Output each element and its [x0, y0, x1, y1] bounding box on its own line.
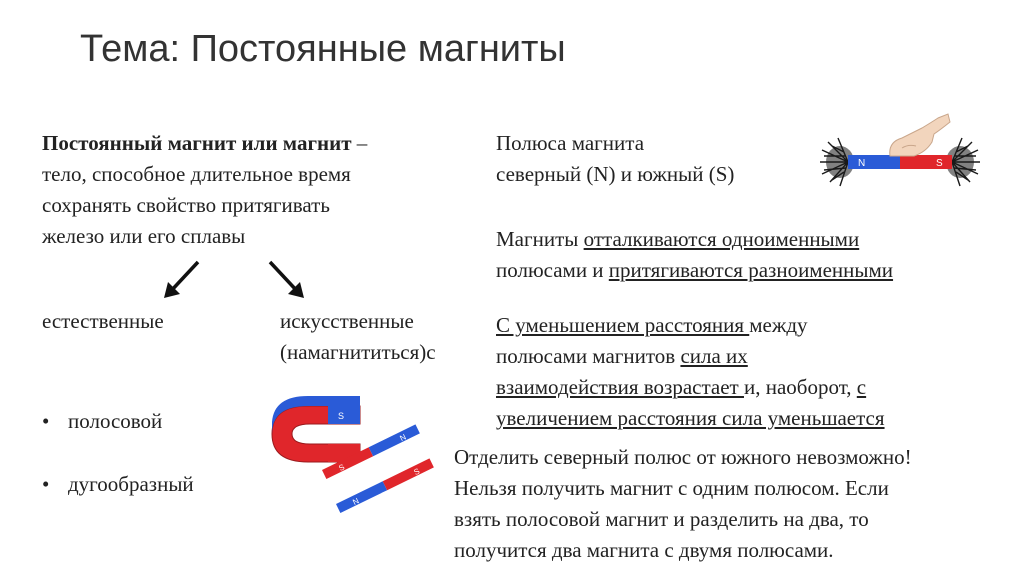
north-pole-bar [848, 155, 900, 169]
interaction-attract: притягиваются разноименными [608, 258, 894, 282]
type-artificial [280, 306, 436, 368]
distance-l2b: сила их [680, 344, 748, 368]
distance-l3b: и, наоборот, [743, 375, 857, 399]
interaction-repel: отталкиваются одноименными [583, 227, 860, 251]
list-item [42, 406, 162, 437]
distance-text [496, 310, 885, 434]
bullet-icon: • [42, 409, 50, 433]
distance-l1a: С уменьшением расстояния [496, 313, 750, 337]
distance-line-2 [496, 341, 885, 372]
interaction-l1a: Магниты [496, 227, 584, 251]
definition-line-1 [42, 128, 367, 159]
definition-term: Постоянный магнит или магнит [42, 131, 352, 155]
definition-dash: – [351, 131, 368, 155]
shape-horseshoe: дугообразный [68, 472, 194, 496]
south-pole-bar [900, 155, 952, 169]
pole-n-label: N [858, 158, 866, 169]
shape-bar: полосовой [68, 409, 163, 433]
distance-line-3 [496, 372, 885, 403]
hand-icon [890, 114, 950, 156]
svg-text:N: N [398, 432, 408, 444]
svg-text:S: S [337, 462, 347, 473]
arrow-right-icon [264, 258, 308, 302]
horseshoe-magnet-icon [272, 396, 360, 462]
definition-line-4: железо или его сплавы [42, 224, 246, 248]
conclusion-line-2: Нельзя получить магнит с одним полюсом. Если [454, 476, 889, 500]
type-artificial-line-2: (намагнититься)с [280, 340, 436, 364]
poles-line-1: Полюса магнита [496, 131, 645, 155]
poles-text [496, 128, 734, 190]
type-artificial-line-1: искусственные [280, 309, 414, 333]
pole-s-label: S [936, 158, 943, 169]
slide-title: Тема: Постоянные магниты [80, 28, 566, 70]
magnets-illustration [268, 392, 440, 508]
conclusion-line-1: Отделить северный полюс от южного невозможно! [454, 445, 912, 469]
interaction-line-2 [496, 255, 893, 286]
distance-l2a: полюсами магнитов [496, 344, 681, 368]
bullet-icon: • [42, 472, 50, 496]
distance-l1b: между [749, 313, 808, 337]
svg-text:S: S [338, 411, 345, 421]
conclusion-text [454, 442, 912, 566]
conclusion-line-4: получится два магнита с двумя полюсами. [454, 538, 834, 562]
type-natural: естественные [42, 309, 164, 333]
poles-line-2: северный (N) и южный (S) [496, 162, 735, 186]
distance-line-4: увеличением расстояния сила уменьшается [496, 406, 885, 430]
interaction-l2a: полюсами и [496, 258, 609, 282]
distance-l3c: с [856, 375, 867, 399]
definition-line-3: сохранять свойство притягивать [42, 193, 330, 217]
svg-text:S: S [412, 466, 422, 478]
arrow-left-icon [160, 258, 204, 302]
conclusion-line-3: взять полосовой магнит и разделить на два, то [454, 507, 869, 531]
distance-line-1 [496, 310, 885, 341]
definition-block [42, 128, 367, 252]
svg-text:N: N [351, 496, 361, 507]
bar-magnet-filings-illustration [818, 112, 982, 196]
interaction-line-1 [496, 224, 893, 255]
interaction-text [496, 224, 893, 286]
definition-line-2: тело, способное длительное время [42, 162, 351, 186]
distance-l3a: взаимодействия возрастает [496, 375, 744, 399]
list-item [42, 469, 194, 500]
